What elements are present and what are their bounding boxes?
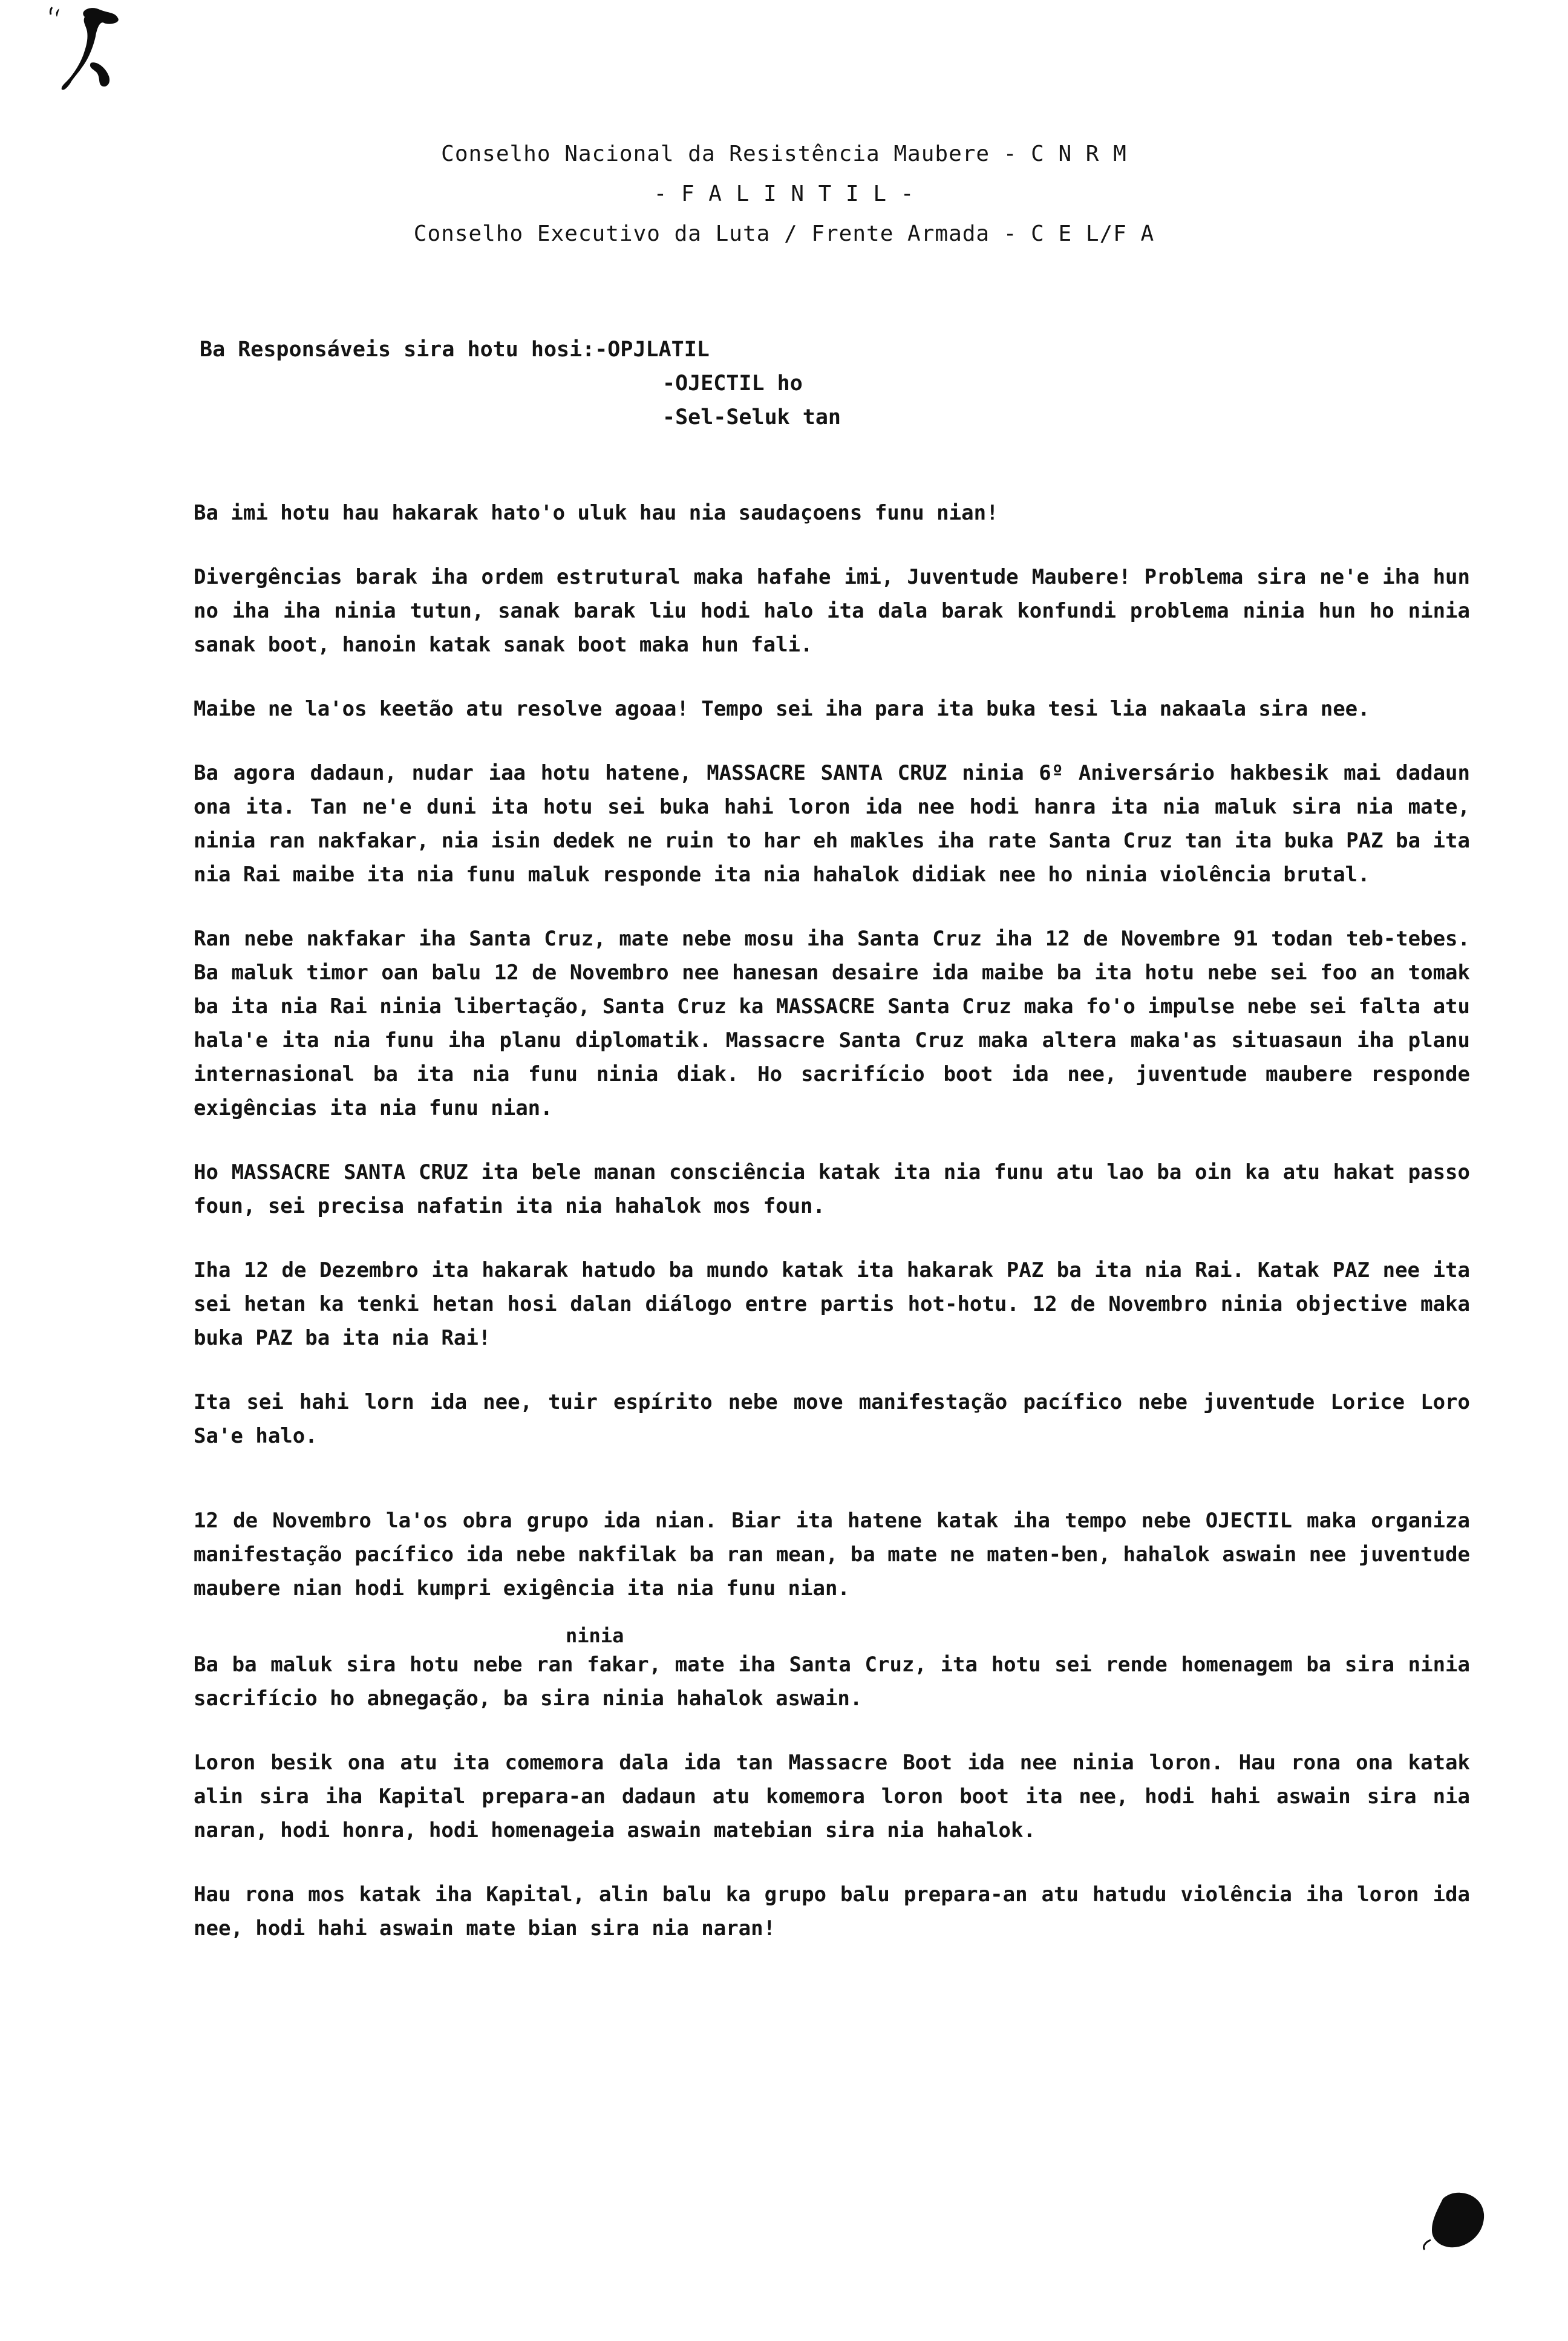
addressee-line-2: -OJECTIL ho: [662, 371, 803, 396]
paragraph-spirit: Ita sei hahi lorn ida nee, tuir espírito nebe move manifestação pacífico nebe juventude Lorice Loro Sa'e halo.: [194, 1390, 1470, 1448]
addressee-line-3: -Sel-Seluk tan: [662, 405, 841, 429]
letter-body: [194, 496, 1470, 1976]
falintil-line: - F A L I N T I L -: [653, 181, 915, 206]
ink-blot-signature: [48, 5, 139, 96]
paragraph-peace: Iha 12 de Dezembro ita hakarak hatudo ba mundo katak ita hakarak PAZ ba ita nia Rai. Katak PAZ nee ita sei hetan ka tenki hetan hosi dalan diálogo entre partis hot-hotu. 12 de Novembro ninia objective maka buka PAZ ba ita nia Rai!: [194, 1258, 1470, 1350]
paragraph-not-now: Maibe ne la'os keetão atu resolve agoaa! Tempo sei iha para ita buka tesi lia nakaala sira nee.: [194, 697, 1370, 721]
paragraph-greeting: Ba imi hotu hau hakarak hato'o uluk hau nia saudaçoens funu nian!: [194, 501, 999, 525]
handwritten-insert: ninia: [566, 1624, 624, 1647]
letterhead: [0, 134, 1568, 254]
paragraph-homage: Ba ba maluk sira hotu nebe ran fakar, mate iha Santa Cruz, ita hotu sei rende homenagem ba sira ninia sacrifício ho abnegação, ba sira ninia hahalok aswain.: [194, 1653, 1470, 1711]
paragraph-not-one-group: 12 de Novembro la'os obra grupo ida nian. Biar ita hatene katak iha tempo nebe OJECTIL maka organiza manifestação pacífico ida nebe nakfilak ba ran mean, ba mate ne maten-ben, hahalok aswain nee juventude maubere nian hodi kumpri exigência ita nia funu nian.: [194, 1509, 1470, 1601]
paragraph-commemoration: Loron besik ona atu ita comemora dala ida tan Massacre Boot ida nee ninia loron. Hau rona ona katak alin sira iha Kapital prepara-an dadaun atu komemora loron boot ita nee, hodi hahi aswain sira nia naran, hodi honra, hodi homenageia aswain matebian sira nia hahalok.: [194, 1751, 1470, 1843]
org-name: Conselho Nacional da Resistência Maubere - C N R M: [441, 142, 1127, 166]
addressee-block: [200, 333, 1440, 434]
ink-blot-icon: [1419, 2187, 1491, 2253]
paragraph-consciousness: Ho MASSACRE SANTA CRUZ ita bele manan consciência katak ita nia funu atu lao ba oin ka atu hakat passo foun, sei precisa nafatin ita nia hahalok mos foun.: [194, 1160, 1470, 1218]
paragraph-anniversary: Ba agora dadaun, nudar iaa hotu hatene, MASSACRE SANTA CRUZ ninia 6º Aniversário hakbesik mai dadaun ona ita. Tan ne'e duni ita hotu sei buka hahi loron ida nee hodi hanra ita nia maluk sira nia mate, ninia ran nakfakar, nia isin dedek ne ruin to har eh makles iha rate Santa Cruz tan ita buka PAZ ba ita nia Rai maibe ita nia funu maluk responde ita nia hahalok didiak nee ho ninia violência brutal.: [194, 761, 1470, 887]
executive-council: Conselho Executivo da Luta / Frente Armada - C E L/F A: [413, 221, 1155, 246]
paragraph-violence-warning: Hau rona mos katak iha Kapital, alin balu ka grupo balu prepara-an atu hatudu violência iha loron ida nee, hodi hahi aswain mate bian sira nia naran!: [194, 1882, 1470, 1941]
addressee-line-1: Ba Responsáveis sira hotu hosi:-OPJLATIL: [200, 338, 710, 362]
paragraph-divergences: Divergências barak iha ordem estrutural maka hafahe imi, Juventude Maubere! Problema sira ne'e iha hun no iha iha ninia tutun, sanak barak liu hodi halo ita dala barak konfundi problema ninia hun ho ninia sanak boot, hanoin katak sanak boot maka hun fali.: [194, 565, 1470, 657]
paragraph-blood-spilled: Ran nebe nakfakar iha Santa Cruz, mate nebe mosu iha Santa Cruz iha 12 de Novembre 91 todan teb-tebes. Ba maluk timor oan balu 12 de Novembro nee hanesan desaire ida maibe ba ita hotu nebe sei foo an tomak ba ita nia Rai ninia libertação, Santa Cruz ka MASSACRE Santa Cruz maka fo'o impulse nebe sei falta atu hala'e ita nia funu iha planu diplomatik. Massacre Santa Cruz maka altera maka'as situasaun iha planu internasional ba ita nia funu ninia diak. Ho sacrifício boot ida nee, juventude maubere responde exigências ita nia funu nian.: [194, 927, 1470, 1120]
